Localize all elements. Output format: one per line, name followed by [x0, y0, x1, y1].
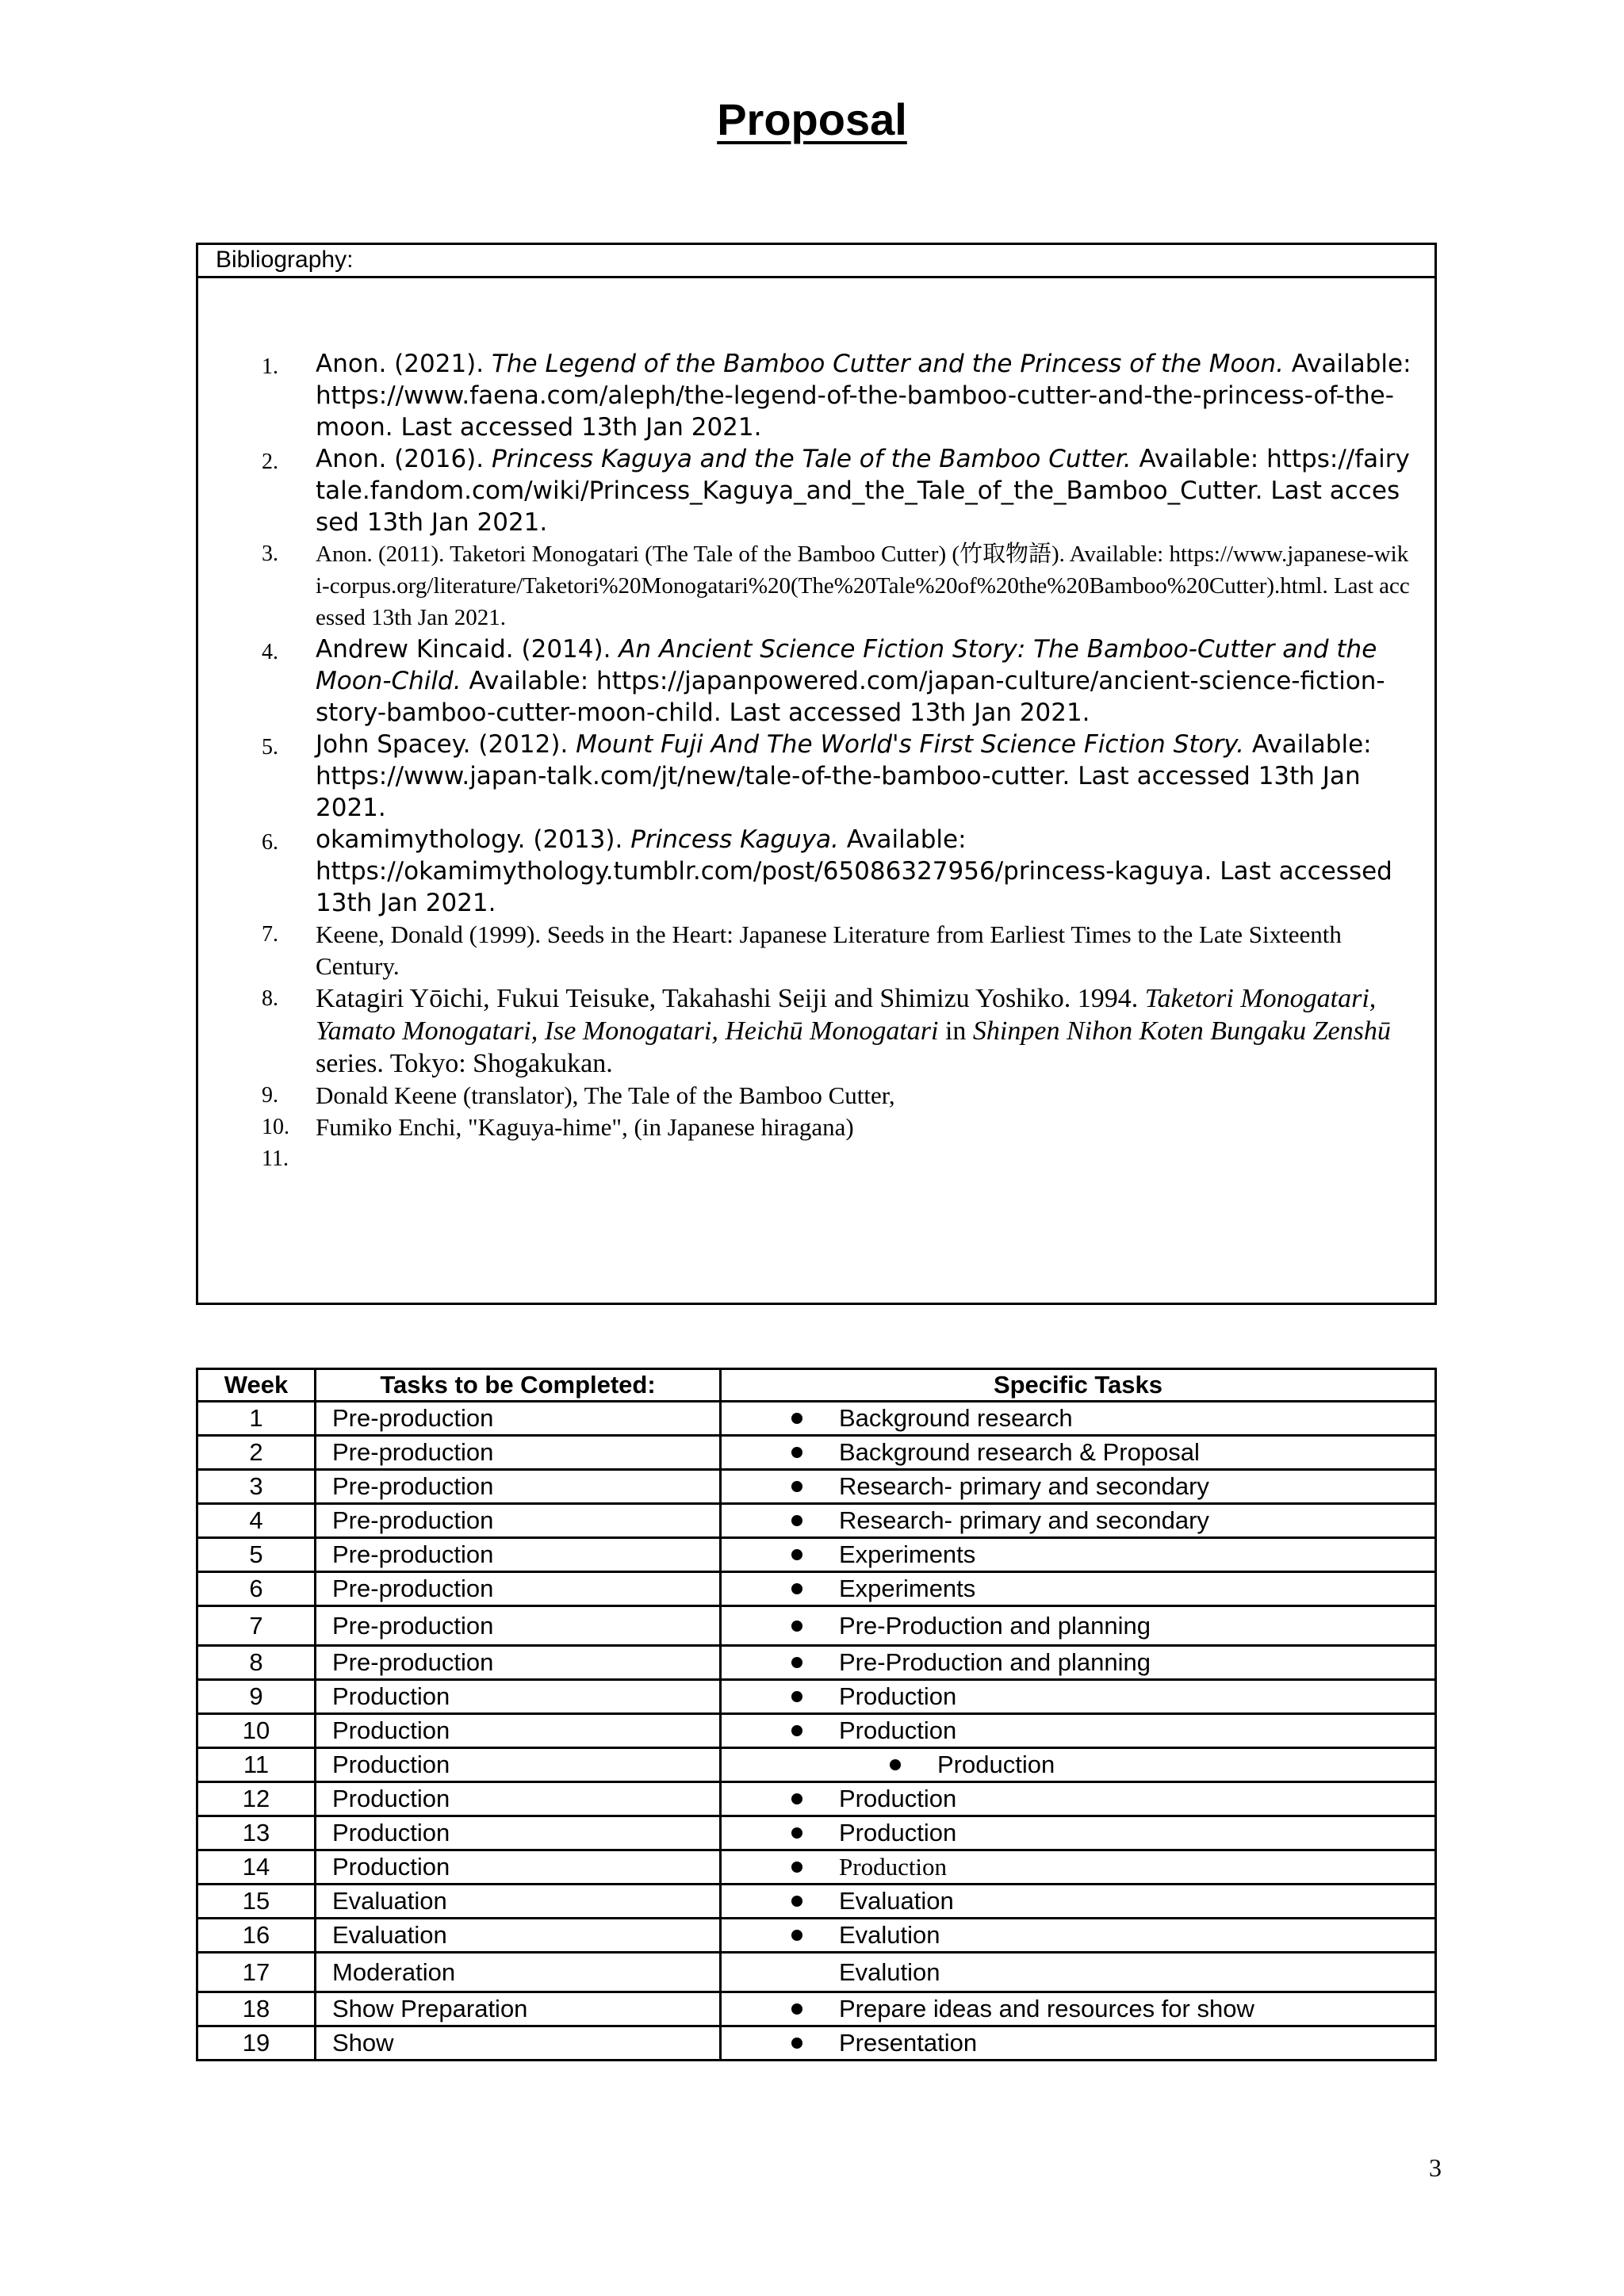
page-number: 3	[1429, 2153, 1442, 2182]
specific-task-cell	[721, 1572, 1436, 1606]
bullet-icon	[791, 1691, 802, 1702]
specific-task-text: Research- primary and secondary	[839, 1506, 1209, 1534]
task-cell: Evaluation	[316, 1919, 721, 1953]
task-cell: Pre-production	[316, 1436, 721, 1470]
bullet-icon	[890, 1759, 901, 1770]
item-author: Anon. (2016).	[316, 445, 492, 473]
specific-task-cell	[721, 1850, 1436, 1885]
item-title: Princess Kaguya.	[630, 825, 839, 854]
item-number: 3.	[262, 541, 278, 566]
bibliography-box	[196, 243, 1437, 1305]
item-author: Katagiri Yōichi, Fukui Teisuke, Takahashi Seiji and Shimizu Yoshiko. 1994.	[316, 984, 1145, 1013]
specific-task-text: Background research	[839, 1404, 1073, 1432]
table-row	[197, 1748, 1436, 1782]
item-title: An Ancient Science Fiction Story: The Bamboo-Cutter and the Moon-Child.	[316, 635, 1377, 695]
item-source: Available: https://www.japan-talk.com/jt/new/tale-of-the-bamboo-cutter. Last accessed 13th Jan 2021.	[316, 730, 1372, 822]
task-cell: Production	[316, 1680, 721, 1714]
column-header-tasks: Tasks to be Completed:	[316, 1369, 721, 1402]
bullet-icon	[791, 1896, 802, 1907]
table-row	[197, 1782, 1436, 1816]
table-row	[197, 2026, 1436, 2061]
bibliography-item	[198, 1143, 1435, 1175]
specific-task-text: Production	[839, 1716, 957, 1744]
bibliography-item	[198, 1112, 1435, 1143]
task-cell: Pre-production	[316, 1470, 721, 1504]
item-author: John Spacey. (2012).	[316, 730, 576, 759]
item-series: Shinpen Nihon Koten Bungaku Zenshū	[972, 1016, 1391, 1046]
week-cell: 7	[197, 1606, 316, 1646]
week-cell: 1	[197, 1402, 316, 1436]
specific-task-cell	[721, 1992, 1436, 2026]
task-cell: Pre-production	[316, 1402, 721, 1436]
task-cell: Production	[316, 1816, 721, 1850]
item-source: Available: https://japanpowered.com/japan-culture/ancient-science-fiction-story-bamboo-cutter-moon-child. Last accessed 13th Jan 2021.	[316, 667, 1385, 727]
item-number: 6.	[262, 830, 278, 855]
task-cell: Show	[316, 2026, 721, 2061]
item-source: Available: https://okamimythology.tumblr.com/post/65086327956/princess-kaguya. Last accessed 13th Jan 2021.	[316, 825, 1392, 917]
specific-task-text: Experiments	[839, 1540, 976, 1568]
item-text: Fumiko Enchi, "Kaguya-hime", (in Japanese hiragana)	[316, 1113, 854, 1141]
item-number: 4.	[262, 640, 278, 664]
task-cell: Pre-production	[316, 1606, 721, 1646]
item-title: Princess Kaguya and the Tale of the Bamboo Cutter.	[491, 445, 1132, 473]
bullet-icon	[791, 1583, 802, 1594]
item-source: Available: https://fairytale.fandom.com/wiki/Princess_Kaguya_and_the_Tale_of_the_Bamboo_Cutter. Last accessed 13th Jan 2021.	[316, 445, 1410, 537]
table-row	[197, 1919, 1436, 1953]
page-title: Proposal	[717, 94, 907, 144]
week-cell: 12	[197, 1782, 316, 1816]
task-cell: Pre-production	[316, 1572, 721, 1606]
table-row	[197, 1646, 1436, 1680]
week-cell: 6	[197, 1572, 316, 1606]
week-cell: 19	[197, 2026, 316, 2061]
specific-task-cell	[721, 1680, 1436, 1714]
bibliography-item	[198, 443, 1435, 538]
item-source: series. Tokyo: Shogakukan.	[316, 1049, 613, 1078]
item-title: The Legend of the Bamboo Cutter and the Princess of the Moon.	[491, 350, 1284, 378]
week-cell: 11	[197, 1748, 316, 1782]
specific-task-text: Production	[839, 1682, 957, 1710]
specific-task-text: Research- primary and secondary	[839, 1472, 1209, 1500]
column-header-specific: Specific Tasks	[721, 1369, 1436, 1402]
schedule-table	[196, 1368, 1437, 2061]
week-cell: 8	[197, 1646, 316, 1680]
item-source: Available: https://www.faena.com/aleph/the-legend-of-the-bamboo-cutter-and-the-princess-of-the-moon. Last accessed 13th Jan 2021.	[316, 350, 1411, 442]
specific-task-text: Production	[839, 1853, 948, 1881]
bibliography-item	[198, 538, 1435, 633]
week-cell: 18	[197, 1992, 316, 2026]
specific-task-text: Pre-Production and planning	[839, 1611, 1151, 1640]
item-number: 2.	[262, 450, 278, 474]
item-title: Mount Fuji And The World's First Science Fiction Story.	[576, 730, 1244, 759]
table-row	[197, 1538, 1436, 1572]
bibliography-item	[198, 1080, 1435, 1112]
specific-task-text: Background research & Proposal	[839, 1438, 1200, 1466]
specific-task-cell	[721, 2026, 1436, 2061]
specific-task-cell	[721, 1714, 1436, 1748]
specific-task-cell	[721, 1953, 1436, 1992]
table-row	[197, 1606, 1436, 1646]
item-text: Keene, Donald (1999). Seeds in the Heart: Japanese Literature from Earliest Times to the Late Sixteenth Century.	[316, 920, 1342, 980]
bibliography-item	[198, 824, 1435, 919]
item-author: Anon. (2021).	[316, 350, 492, 378]
specific-task-cell	[721, 1606, 1436, 1646]
table-row	[197, 1436, 1436, 1470]
week-cell: 14	[197, 1850, 316, 1885]
specific-task-text: Experiments	[839, 1575, 976, 1602]
specific-task-text: Production	[839, 1785, 957, 1812]
specific-task-text: Evalution	[839, 1957, 940, 1986]
bibliography-list	[198, 348, 1435, 1175]
item-author: okamimythology. (2013).	[316, 825, 631, 854]
item-number: 7.	[262, 922, 278, 947]
week-cell: 5	[197, 1538, 316, 1572]
specific-task-cell	[721, 1402, 1436, 1436]
bullet-icon	[791, 1549, 802, 1560]
bullet-icon	[791, 1725, 802, 1736]
item-author: Andrew Kincaid. (2014).	[316, 635, 619, 664]
bibliography-header: Bibliography:	[198, 245, 1434, 278]
specific-task-cell	[721, 1919, 1436, 1953]
bullet-icon	[791, 1481, 802, 1492]
bibliography-item	[198, 919, 1435, 982]
specific-task-cell	[721, 1436, 1436, 1470]
specific-task-cell	[721, 1816, 1436, 1850]
item-connector: in	[938, 1016, 973, 1046]
table-row	[197, 1504, 1436, 1538]
week-cell: 9	[197, 1680, 316, 1714]
task-cell: Production	[316, 1782, 721, 1816]
table-row	[197, 1572, 1436, 1606]
task-cell: Pre-production	[316, 1504, 721, 1538]
table-row	[197, 1402, 1436, 1436]
week-cell: 4	[197, 1504, 316, 1538]
table-row	[197, 1680, 1436, 1714]
item-number: 10.	[262, 1115, 289, 1139]
specific-task-text: Evaluation	[839, 1887, 954, 1915]
table-row	[197, 1850, 1436, 1885]
item-text: Anon. (2011). Taketori Monogatari (The Tale of the Bamboo Cutter) (竹取物語). Available: https://www.japanese-wiki-corpus.org/literature/Taketori%20Monogatari%20(The%20Tale%20of%20the%20Bamboo%20Cutter).html. Last accessed 13th Jan 2021.	[316, 541, 1410, 630]
task-cell: Evaluation	[316, 1885, 721, 1919]
bullet-icon	[791, 2003, 802, 2015]
table-row	[197, 1816, 1436, 1850]
task-cell: Production	[316, 1748, 721, 1782]
specific-task-text: Evalution	[839, 1921, 940, 1949]
bullet-icon	[791, 1930, 802, 1941]
item-number: 8.	[262, 986, 278, 1011]
bibliography-item	[198, 729, 1435, 824]
table-row	[197, 1885, 1436, 1919]
bullet-icon	[791, 1793, 802, 1804]
table-row	[197, 1953, 1436, 1992]
bullet-icon	[791, 2038, 802, 2049]
specific-task-text: Production	[839, 1819, 957, 1846]
task-cell: Pre-production	[316, 1646, 721, 1680]
specific-task-text: Presentation	[839, 2029, 978, 2057]
column-header-week: Week	[197, 1369, 316, 1402]
bibliography-item	[198, 348, 1435, 443]
bullet-icon	[791, 1413, 802, 1424]
specific-task-cell	[721, 1782, 1436, 1816]
item-number: 1.	[262, 354, 278, 379]
table-header-row	[197, 1369, 1436, 1402]
task-cell: Production	[316, 1850, 721, 1885]
week-cell: 10	[197, 1714, 316, 1748]
specific-task-cell	[721, 1538, 1436, 1572]
item-text: Donald Keene (translator), The Tale of the Bamboo Cutter,	[316, 1081, 895, 1109]
specific-task-text: Pre-Production and planning	[839, 1648, 1151, 1676]
task-cell: Show Preparation	[316, 1992, 721, 2026]
bullet-icon	[791, 1862, 802, 1873]
bullet-icon	[791, 1515, 802, 1526]
bullet-icon	[791, 1827, 802, 1839]
table-row	[197, 1714, 1436, 1748]
week-cell: 13	[197, 1816, 316, 1850]
week-cell: 16	[197, 1919, 316, 1953]
bullet-icon	[791, 1621, 802, 1632]
table-row	[197, 1992, 1436, 2026]
bibliography-item	[198, 633, 1435, 729]
item-number: 5.	[262, 735, 278, 760]
item-number: 11.	[262, 1146, 289, 1171]
item-number: 9.	[262, 1083, 278, 1108]
specific-task-cell	[721, 1748, 1436, 1782]
specific-task-cell	[721, 1885, 1436, 1919]
task-cell: Moderation	[316, 1953, 721, 1992]
specific-task-cell	[721, 1504, 1436, 1538]
task-cell: Production	[316, 1714, 721, 1748]
specific-task-text: Production	[937, 1751, 1055, 1778]
bullet-icon	[791, 1657, 802, 1668]
week-cell: 17	[197, 1953, 316, 1992]
week-cell: 2	[197, 1436, 316, 1470]
specific-task-text: Prepare ideas and resources for show	[839, 1995, 1254, 2022]
table-row	[197, 1470, 1436, 1504]
bibliography-item	[198, 982, 1435, 1080]
specific-task-cell	[721, 1470, 1436, 1504]
bullet-icon	[791, 1447, 802, 1458]
task-cell: Pre-production	[316, 1538, 721, 1572]
specific-task-cell	[721, 1646, 1436, 1680]
week-cell: 15	[197, 1885, 316, 1919]
item-title: Taketori Monogatari, Yamato Monogatari, Ise Monogatari, Heichū Monogatari	[316, 984, 1377, 1046]
week-cell: 3	[197, 1470, 316, 1504]
